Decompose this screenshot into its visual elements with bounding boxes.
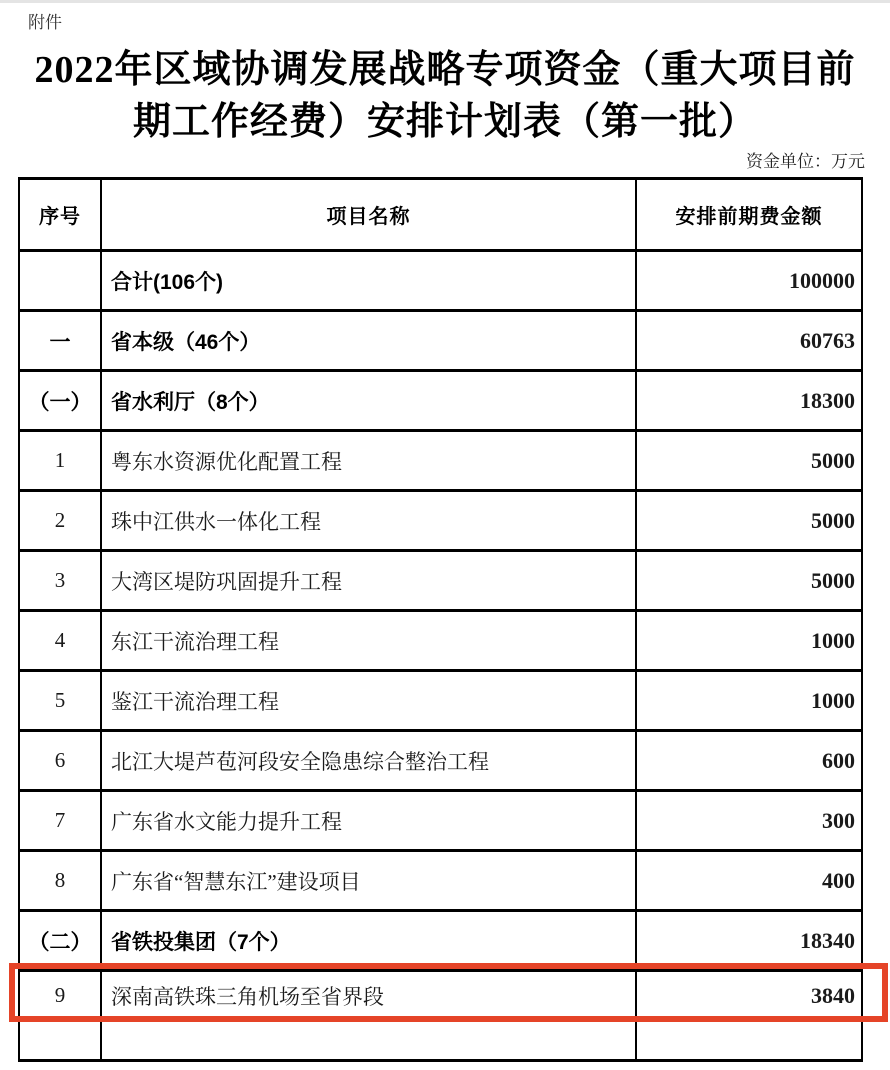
table-body [19, 251, 862, 1061]
cell-name: 东江干流治理工程 [101, 611, 636, 671]
table-row [19, 311, 862, 371]
document-title [0, 44, 890, 148]
cell-name: 省水利厅（8个） [101, 371, 636, 431]
cell-amount: 5000 [636, 491, 862, 551]
cell-name: 粤东水资源优化配置工程 [101, 431, 636, 491]
cell-name: 合计(106个) [101, 251, 636, 311]
cell-amount: 600 [636, 731, 862, 791]
cell-name: 北江大堤芦苞河段安全隐患综合整治工程 [101, 731, 636, 791]
document-title-line-1: 2022年区域协调发展战略专项资金（重大项目前 [34, 49, 856, 91]
cell-amount: 1000 [636, 611, 862, 671]
cell-amount: 1000 [636, 671, 862, 731]
cell-amount: 100000 [636, 251, 862, 311]
cell-no: 1 [19, 431, 101, 491]
cell-amount: 18340 [636, 911, 862, 971]
table-row [19, 371, 862, 431]
cell-amount: 5000 [636, 431, 862, 491]
cell-no: 4 [19, 611, 101, 671]
cell-no [19, 1021, 101, 1061]
cell-no: 9 [19, 971, 101, 1021]
table-row [19, 431, 862, 491]
cell-amount: 3840 [636, 971, 862, 1021]
cell-no: 3 [19, 551, 101, 611]
table-row [19, 491, 862, 551]
document-title-line-2: 期工作经费）安排计划表（第一批） [132, 101, 757, 143]
table-row [19, 551, 862, 611]
cell-name: 省本级（46个） [101, 311, 636, 371]
cell-name: 珠中江供水一体化工程 [101, 491, 636, 551]
cell-amount: 400 [636, 851, 862, 911]
header-serial-number: 序号 [19, 179, 101, 251]
cell-no: 2 [19, 491, 101, 551]
cell-no: （二） [19, 911, 101, 971]
table-row-highlighted [19, 971, 862, 1021]
cell-no: （一） [19, 371, 101, 431]
cell-name: 大湾区堤防巩固提升工程 [101, 551, 636, 611]
cell-name [101, 1021, 636, 1061]
cell-no: 5 [19, 671, 101, 731]
table-row [19, 671, 862, 731]
cell-amount: 5000 [636, 551, 862, 611]
cell-name: 深南高铁珠三角机场至省界段 [101, 971, 636, 1021]
header-project-name: 项目名称 [101, 179, 636, 251]
cell-name: 省铁投集团（7个） [101, 911, 636, 971]
cell-no: 一 [19, 311, 101, 371]
table-row [19, 911, 862, 971]
cell-amount: 60763 [636, 311, 862, 371]
cell-name: 广东省水文能力提升工程 [101, 791, 636, 851]
table-row [19, 791, 862, 851]
cell-amount: 18300 [636, 371, 862, 431]
cell-no [19, 251, 101, 311]
header-arranged-amount: 安排前期费金额 [636, 179, 862, 251]
allocation-table [18, 177, 863, 1062]
window-top-edge [0, 0, 890, 3]
header-row [19, 179, 862, 251]
table-row [19, 611, 862, 671]
cell-name: 广东省“智慧东江”建设项目 [101, 851, 636, 911]
table-row [19, 731, 862, 791]
table-row [19, 851, 862, 911]
cell-amount [636, 1021, 862, 1061]
table-row-partial [19, 1021, 862, 1061]
attachment-label: 附件 [28, 13, 62, 32]
cell-name: 鉴江干流治理工程 [101, 671, 636, 731]
cell-amount: 300 [636, 791, 862, 851]
fund-unit-note: 资金单位：万元 [746, 152, 865, 171]
cell-no: 6 [19, 731, 101, 791]
table-row [19, 251, 862, 311]
cell-no: 8 [19, 851, 101, 911]
table-header [19, 179, 862, 251]
cell-no: 7 [19, 791, 101, 851]
